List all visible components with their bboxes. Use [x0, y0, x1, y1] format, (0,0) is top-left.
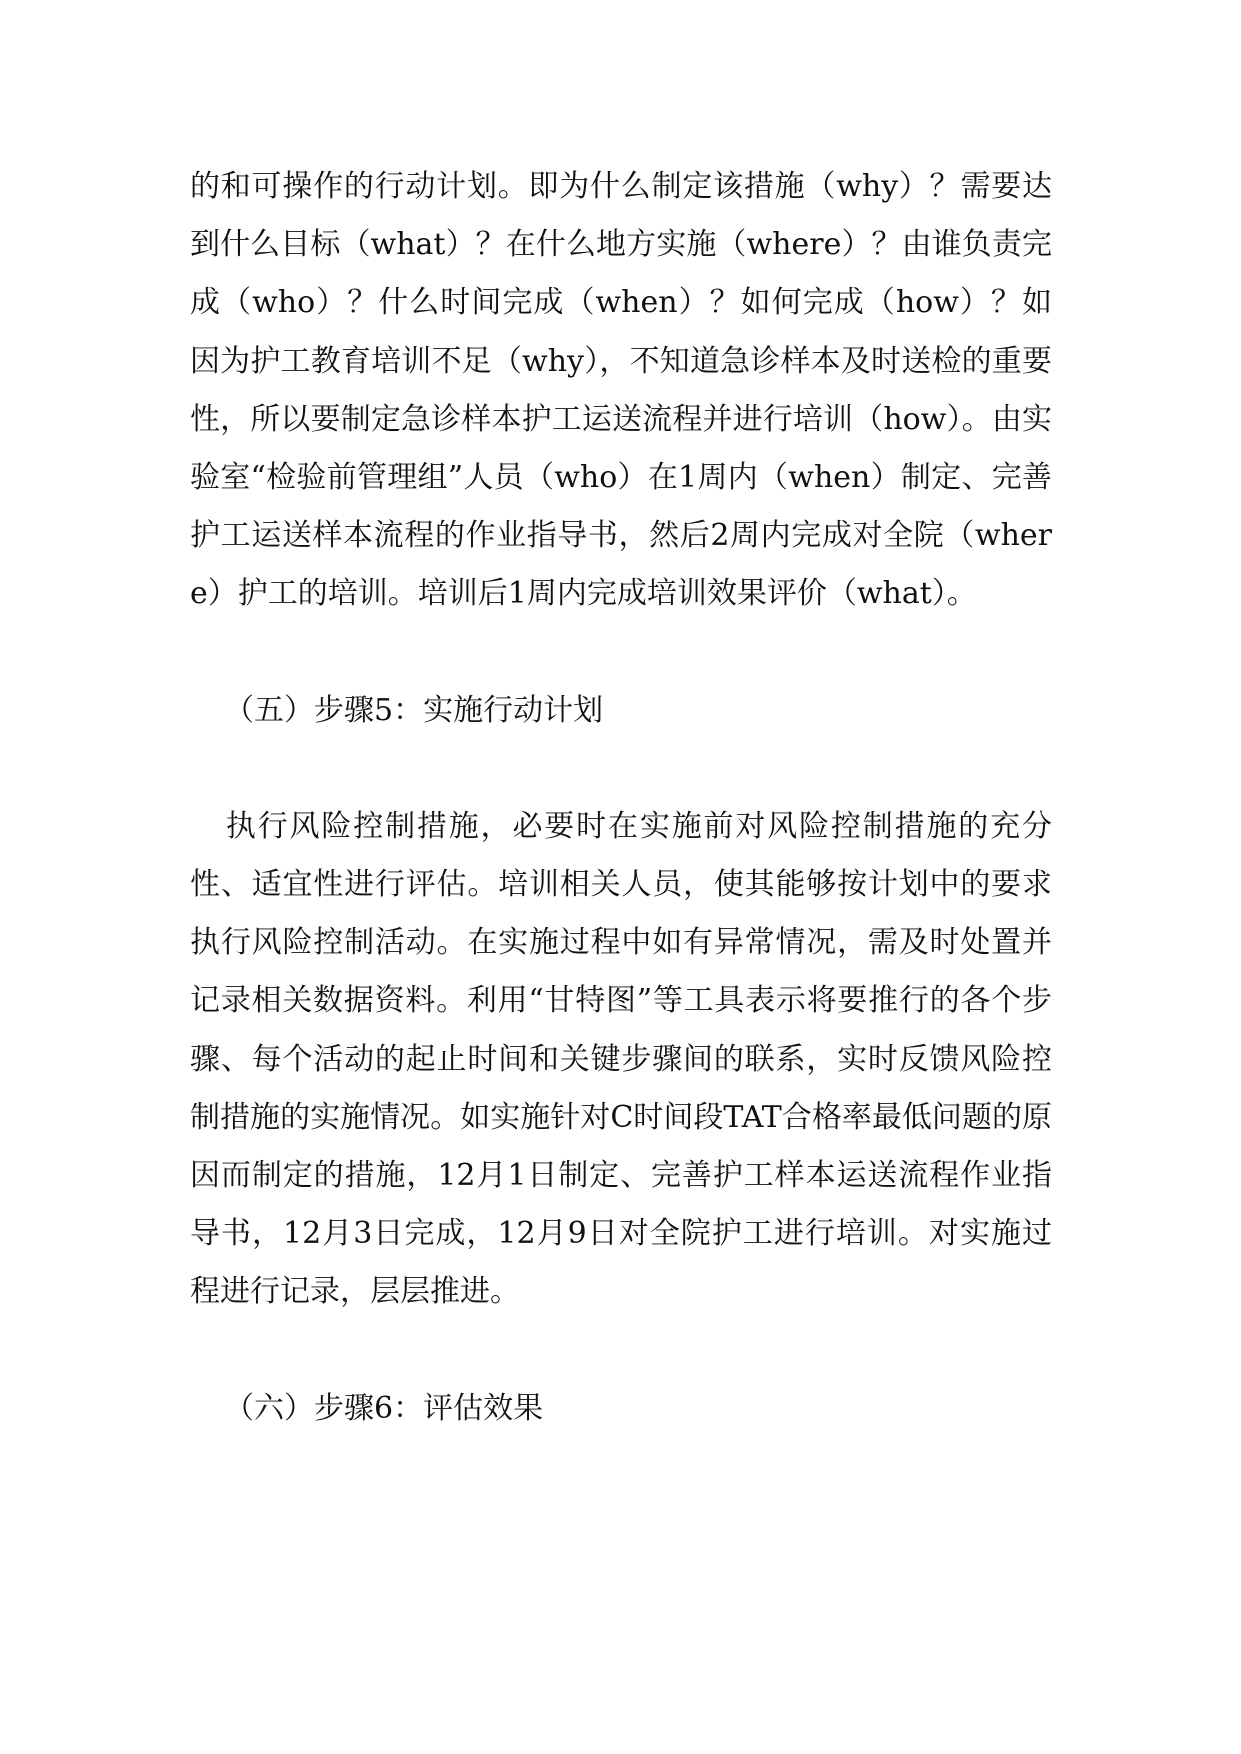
paragraph-action-plan: 的和可操作的行动计划。即为什么制定该措施（why）？需要达到什么目标（what）？在什么地方实施（where）？由谁负责完成（who）？什么时间完成（when）？如何完成（how）？如因为护工教育培训不足（why），不知道急诊样本及时送检的重要性，所以要制定急诊样本护工运送流程并进行培训（how）。由实验室“检验前管理组”人员（who）在1周内（when）制定、完善护工运送样本流程的作业指导书，然后2周内完成对全院（where）护工的培训。培训后1周内完成培训效果评价（what）。: [190, 169, 1052, 612]
heading-step-6: （六）步骤6：评估效果: [224, 1390, 544, 1426]
heading-step-5: （五）步骤5：实施行动计划: [224, 692, 604, 728]
document-body: [190, 158, 1052, 1496]
paragraph-implement-plan-text: 执行风险控制措施，必要时在实施前对风险控制措施的充分性、适宜性进行评估。培训相关人员，使其能够按计划中的要求执行风险控制活动。在实施过程中如有异常情况，需及时处置并记录相关数据资料。利用“甘特图”等工具表示将要推行的各个步骤、每个活动的起止时间和关键步骤间的联系，实时反馈风险控制措施的实施情况。如实施针对C时间段TAT合格率最低问题的原因而制定的措施，12月1日制定、完善护工样本运送流程作业指导书，12月3日完成，12月9日对全院护工进行培训。对实施过程进行记录，层层推进。: [190, 808, 1052, 1310]
paragraph-implement-plan: [190, 798, 1052, 1322]
